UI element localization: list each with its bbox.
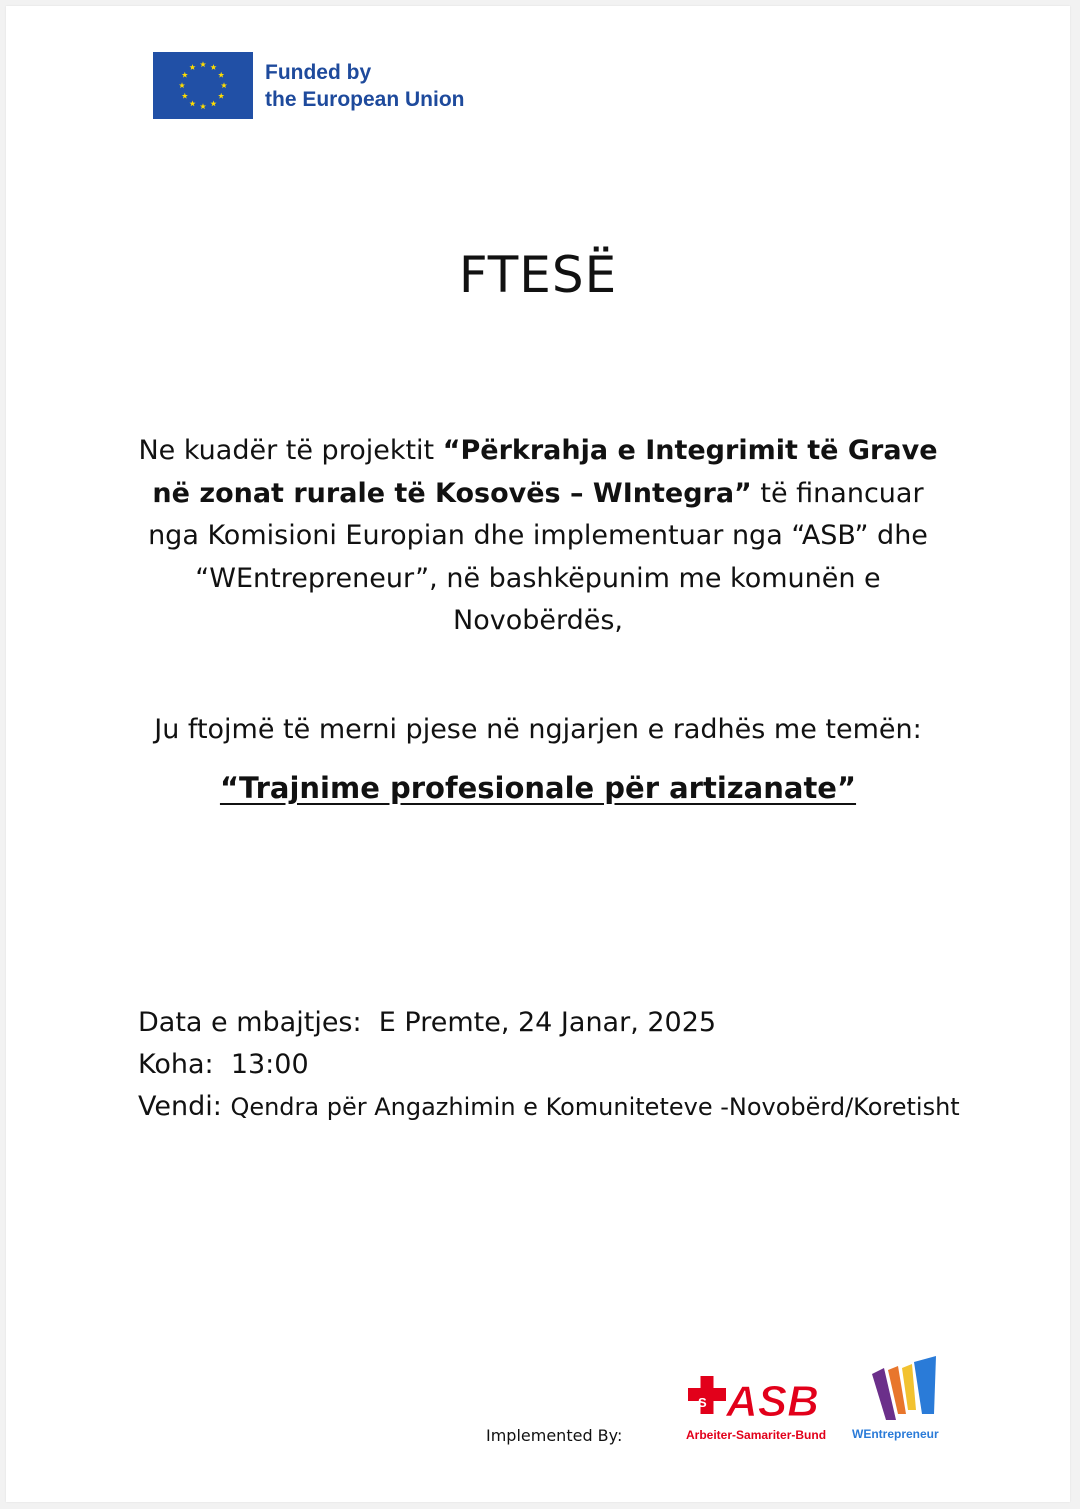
eu-funding-text bbox=[265, 59, 465, 113]
wentrepreneur-logo-icon bbox=[862, 1354, 942, 1424]
intro-paragraph bbox=[126, 430, 950, 643]
time-row bbox=[138, 1044, 960, 1086]
eu-star bbox=[182, 72, 188, 78]
implemented-by-label: Implemented By: bbox=[486, 1426, 623, 1445]
venue-label: Vendi: bbox=[138, 1091, 222, 1122]
eu-star bbox=[200, 61, 206, 67]
wentrepreneur-subtitle: WEntrepreneur bbox=[852, 1427, 939, 1441]
eu-flag-icon bbox=[153, 52, 253, 119]
eu-funding-line2: the European Union bbox=[265, 87, 465, 111]
venue-value: Qendra për Angazhimin e Komuniteteve -Novobërd/Koretisht bbox=[230, 1093, 960, 1121]
eu-star bbox=[210, 64, 216, 70]
eu-star bbox=[218, 72, 224, 78]
eu-star bbox=[218, 93, 224, 99]
eu-funding-line1: Funded by bbox=[265, 60, 372, 84]
intro-text-1: Ne kuadër të projektit bbox=[138, 435, 443, 466]
eu-star bbox=[182, 93, 188, 99]
intro-text-2: të financuar nga Komisioni Europian dhe implementuar nga “ASB” dhe “WEntrepreneur”, në bashkëpunim me komunën e Novobërdës, bbox=[148, 477, 928, 636]
eu-star bbox=[200, 103, 206, 109]
venue-row bbox=[138, 1086, 960, 1128]
asb-logo-text: ASB bbox=[726, 1377, 819, 1426]
time-value: 13:00 bbox=[230, 1049, 309, 1080]
event-details bbox=[138, 1002, 960, 1128]
eu-star bbox=[189, 100, 195, 106]
date-value: E Premte, 24 Janar, 2025 bbox=[378, 1007, 717, 1038]
project-name: “Përkrahja e Integrimit të Grave në zonat rurale të Kosovës – WIntegra” bbox=[152, 435, 938, 509]
eu-star bbox=[221, 82, 227, 88]
event-topic: “Trajnime profesionale për artizanate” bbox=[219, 771, 857, 805]
svg-text:S: S bbox=[698, 1395, 707, 1410]
asb-subtitle: Arbeiter-Samariter-Bund bbox=[686, 1428, 827, 1442]
eu-star bbox=[179, 82, 185, 88]
invitation-line: Ju ftojmë të merni pjese në ngjarjen e radhës me temën: bbox=[154, 714, 922, 745]
eu-funding-logo bbox=[153, 52, 465, 119]
eu-star bbox=[210, 100, 216, 106]
date-row bbox=[138, 1002, 960, 1044]
page-title: FTESË bbox=[458, 246, 618, 304]
document-page bbox=[6, 6, 1070, 1502]
date-label: Data e mbajtjes: bbox=[138, 1007, 362, 1038]
eu-star bbox=[189, 64, 195, 70]
time-label: Koha: bbox=[138, 1049, 214, 1080]
